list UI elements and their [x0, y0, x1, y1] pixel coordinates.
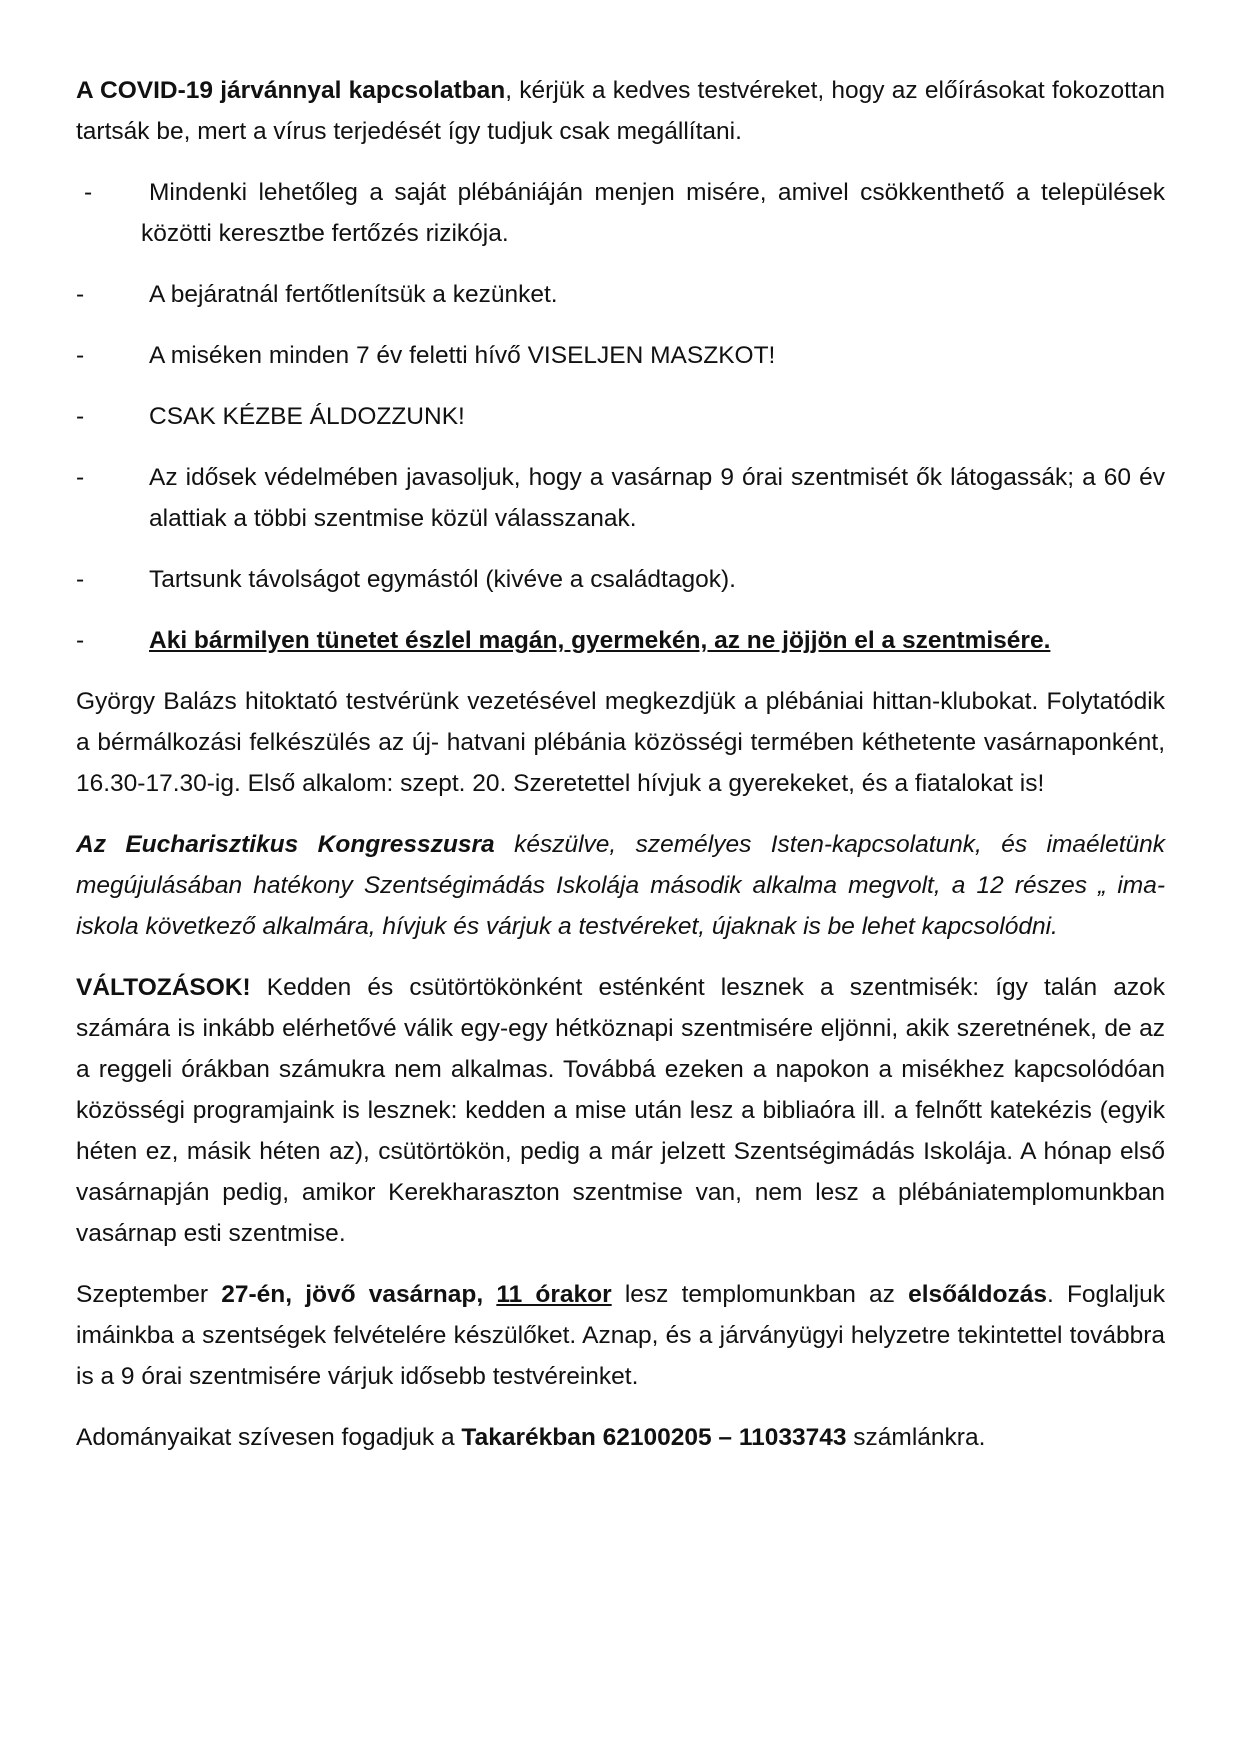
hittan-paragraph: György Balázs hitoktató testvérünk vezetésével megkezdjük a plébániai hittan-klubokat. Folytatódik a bérmálkozási felkészülés az új- hatvani plébánia közösségi termében kéthetente vasárnaponként, 16.30-17.30-ig. Első alkalom: szept. 20. Szeretettel hívjuk a gyerekeket, és a fiatalokat is!	[76, 688, 1165, 797]
covid-rules-list	[76, 172, 1165, 661]
bullet-dash: -	[76, 281, 85, 308]
eucharistic-congress-text: készülve, személyes Isten-kapcsolatunk, és imaéletünk megújulásában hatékony Szentségimádás Iskolája második alkalma megvolt, a 12 részes „ ima-iskola következő alkalmára, hívjuk és várjuk a testvéreket, újaknak is be lehet kapcsolódni.	[76, 831, 1165, 940]
rule-text: CSAK KÉZBE ÁLDOZZUNK!	[149, 403, 465, 430]
list-item	[76, 274, 1165, 315]
first-communion-paragraph	[76, 1274, 1165, 1397]
first-communion-text-3: . Foglaljuk imáinkba a szentségek felvételére készülőket. Aznap, és a járványügyi helyzetre tekintettel továbbra is a 9 órai szentmisére várjuk idősebb testvéreinket.	[76, 1281, 1166, 1390]
rule-text: Az idősek védelmében javasoljuk, hogy a vasárnap 9 órai szentmisét ők látogassák; a 60 év alattiak a többi szentmise közül válasszanak.	[149, 464, 1165, 532]
list-item	[76, 620, 1165, 661]
changes-paragraph	[76, 967, 1165, 1254]
first-communion-date: 27-én, jövő vasárnap,	[221, 1281, 497, 1308]
covid-intro-heading: A COVID-19 járvánnyal kapcsolatban	[76, 77, 506, 104]
rule-text: A miséken minden 7 év feletti hívő VISELJEN MASZKOT!	[149, 342, 776, 369]
list-item	[76, 172, 1165, 254]
bullet-dash: -	[76, 464, 85, 491]
bullet-dash: -	[84, 179, 93, 206]
bullet-dash: -	[76, 403, 85, 430]
bullet-dash: -	[76, 566, 85, 593]
rule-text: Mindenki lehetőleg a saját plébániáján menjen misére, amivel csökkenthető a települések közötti keresztbe fertőzés rizikója.	[141, 179, 1165, 247]
bullet-dash: -	[76, 627, 85, 654]
first-communion-event: elsőáldozás	[908, 1281, 1047, 1308]
first-communion-text-1: Szeptember	[76, 1281, 222, 1308]
eucharistic-congress-paragraph	[76, 824, 1165, 947]
rule-text-warning: Aki bármilyen tünetet észlel magán, gyermekén, az ne jöjjön el a szentmisére.	[149, 627, 1051, 654]
covid-intro-paragraph	[76, 70, 1165, 152]
eucharistic-congress-heading: Az Eucharisztikus Kongresszusra	[76, 831, 495, 858]
donation-text-1: Adományaikat szívesen fogadjuk a	[76, 1424, 462, 1451]
rule-text: Tartsunk távolságot egymástól (kivéve a családtagok).	[149, 566, 736, 593]
donation-text-2: számlánkra.	[846, 1424, 986, 1451]
donation-paragraph	[76, 1417, 1165, 1458]
first-communion-text-2: lesz templomunkban az	[611, 1281, 909, 1308]
changes-heading: VÁLTOZÁSOK!	[76, 974, 251, 1001]
bank-account: Takarékban 62100205 – 11033743	[461, 1424, 847, 1451]
list-item	[76, 457, 1165, 539]
changes-text: Kedden és csütörtökönként esténként lesznek a szentmisék: így talán azok számára is inkább elérhetővé válik egy-egy hétköznapi szentmisére eljönni, akik szeretnének, de az a reggeli órákban számukra nem alkalmas. Továbbá ezeken a napokon a misékhez kapcsolódóan közösségi programjaink is lesznek: kedden a mise után lesz a bibliaóra ill. a felnőtt katekézis (egyik héten ez, másik héten az), csütörtökön, pedig a már jelzett Szentségimádás Iskolája. A hónap első vasárnapján pedig, amikor Kerekharaszton szentmise van, nem lesz a plébániatemplomunkban vasárnap esti szentmise.	[76, 974, 1165, 1247]
first-communion-time: 11 órakor	[496, 1281, 612, 1308]
bulletin-page	[76, 70, 1165, 1478]
list-item	[76, 335, 1165, 376]
rule-text: A bejáratnál fertőtlenítsük a kezünket.	[149, 281, 558, 308]
list-item	[76, 559, 1165, 600]
bullet-dash: -	[76, 342, 85, 369]
covid-intro-text: , kérjük a kedves testvéreket, hogy az előírásokat fokozottan tartsák be, mert a vírus terjedését így tudjuk csak megállítani.	[76, 77, 1165, 145]
list-item	[76, 396, 1165, 437]
